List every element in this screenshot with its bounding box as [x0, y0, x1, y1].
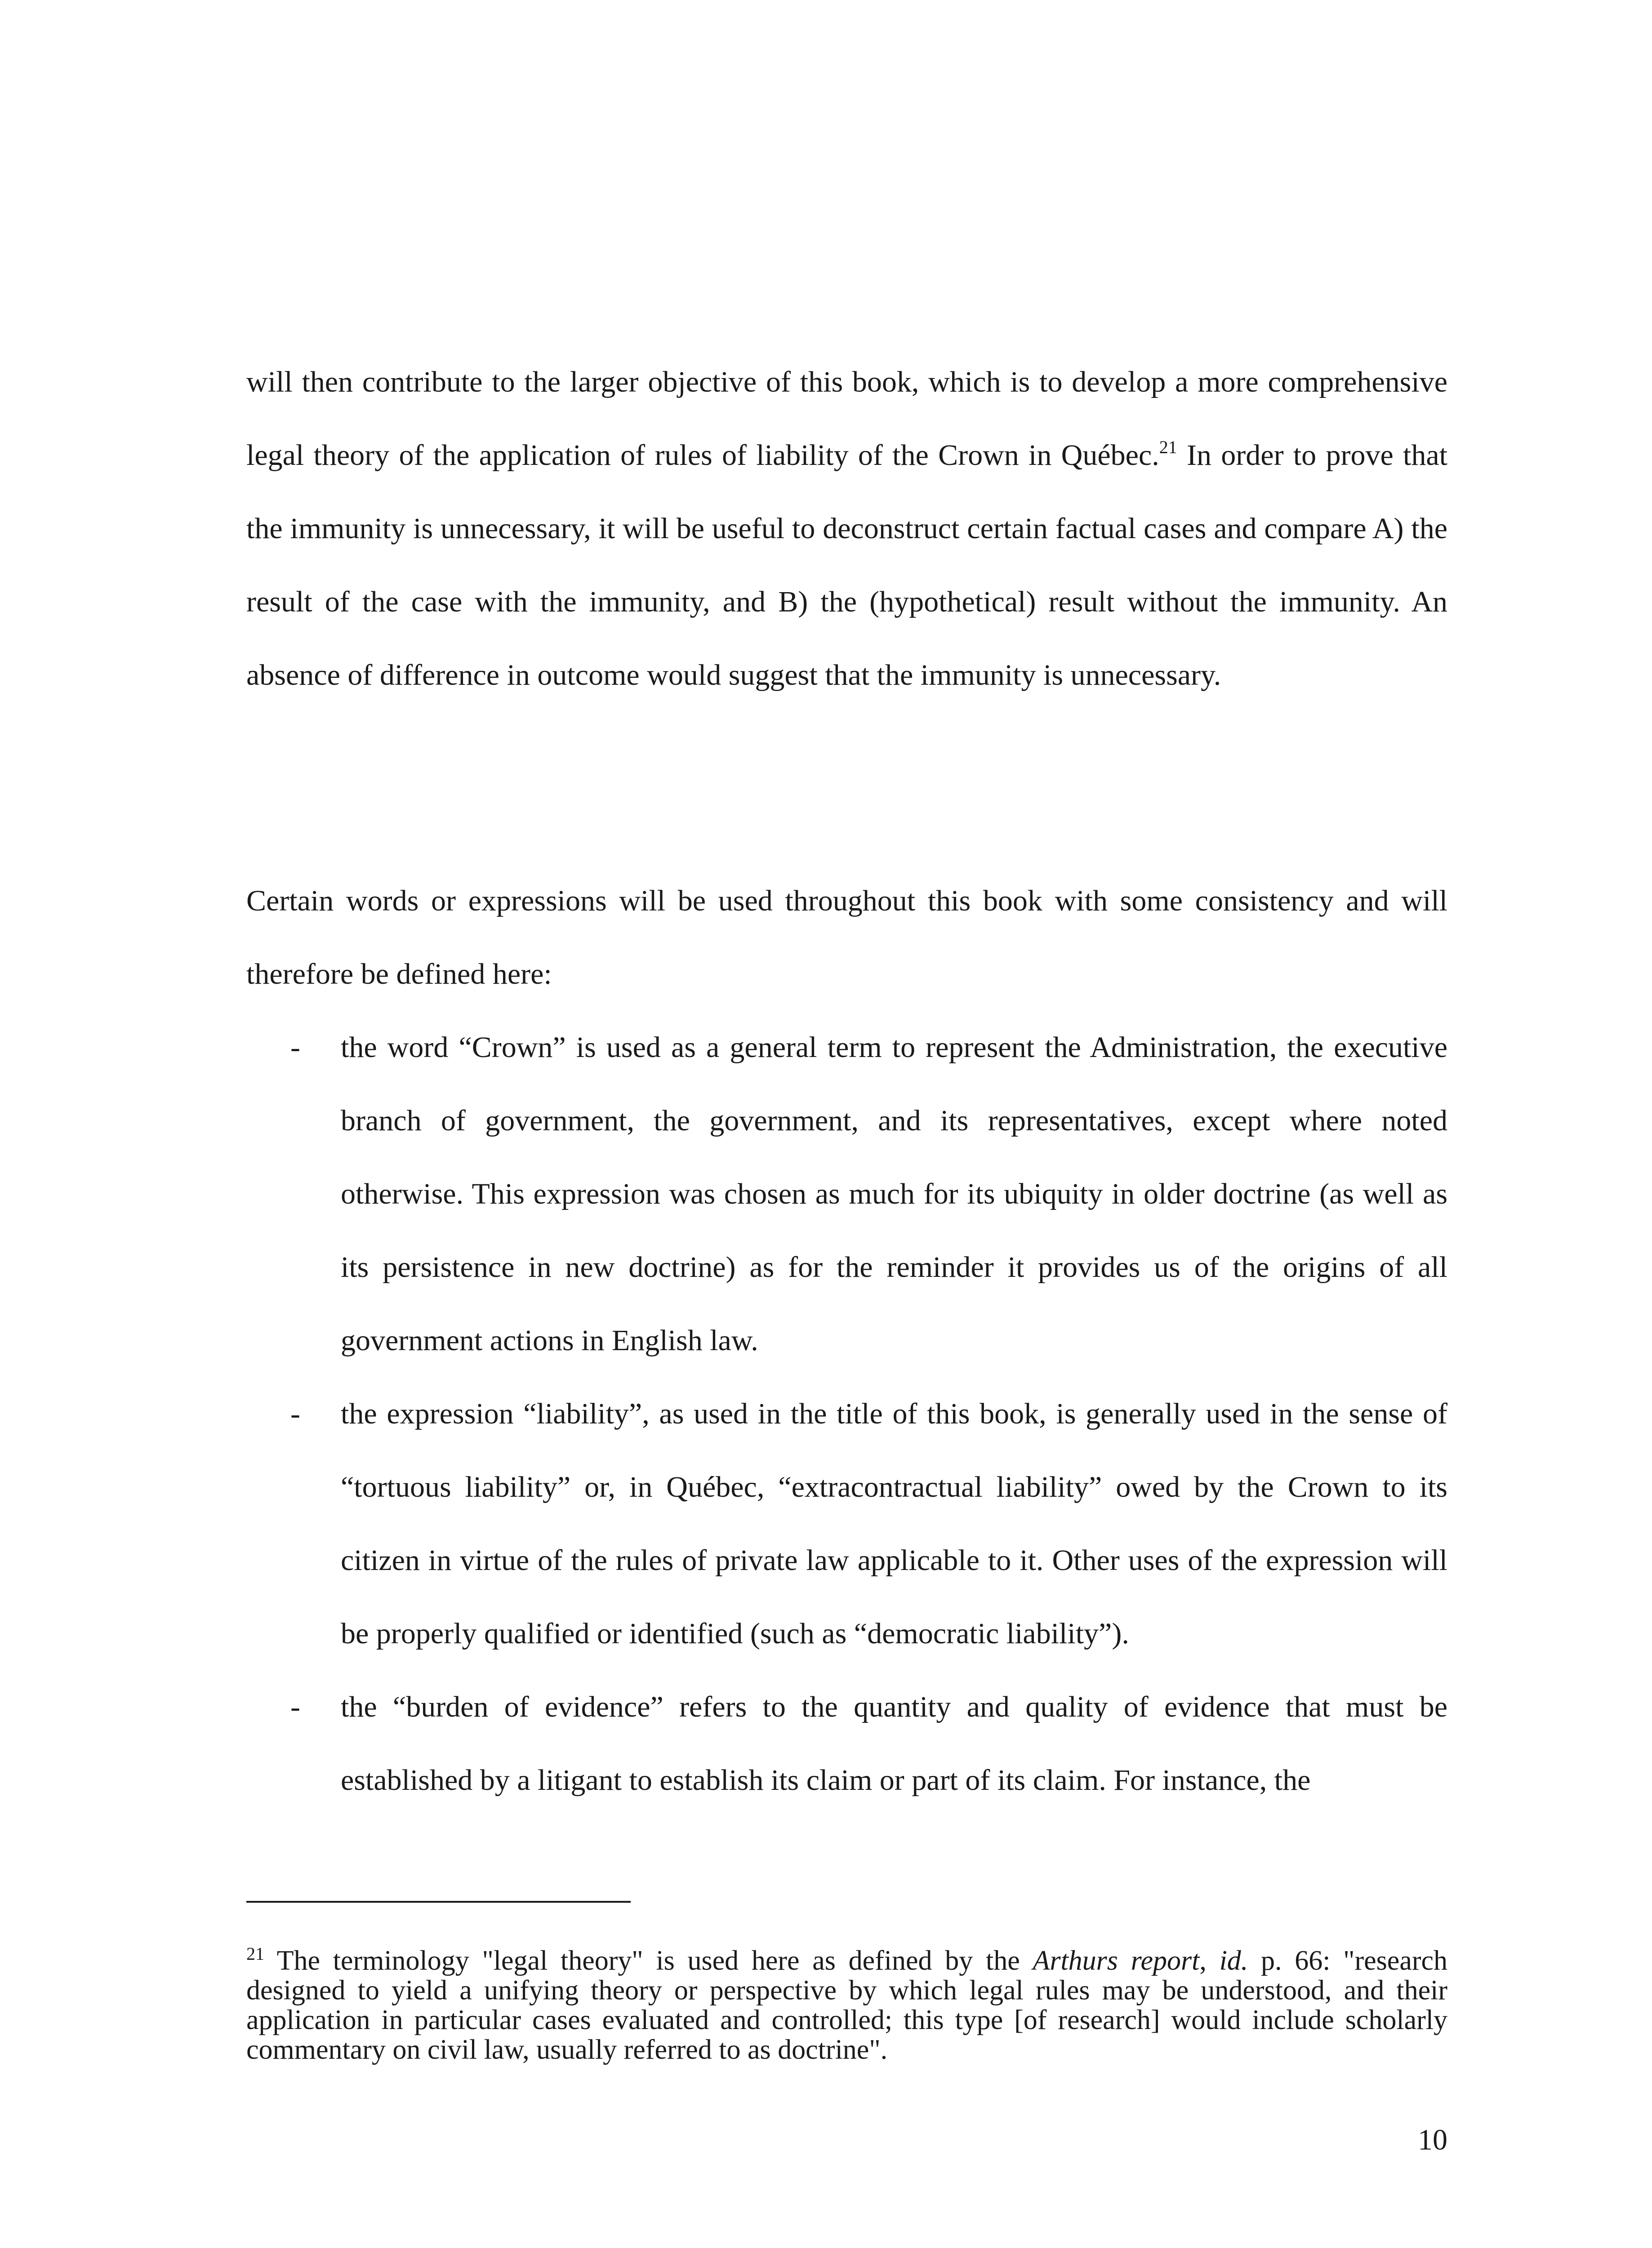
footnote-number: 21: [246, 1944, 264, 1964]
definitions-intro: Certain words or expressions will be used throughout this book with some consistency and will therefore be defined here:: [246, 884, 1447, 990]
paragraph-1-text-a: will then contribute to the larger objective of this book, which is to develop a more comprehensive legal theory of the application of rules of liability of the Crown in Québec.: [246, 366, 1447, 472]
footnote-separator: [246, 1901, 631, 1903]
footnote-text-a: The terminology "legal theory" is used here as defined by the: [264, 1945, 1033, 1976]
definition-text: the expression “liability”, as used in the title of this book, is generally used in the sense of “tortuous liability” or, in Québec, “extracontractual liability” owed by the Crown to its citizen in virtue of the rules of private law applicable to it. Other uses of the expression will be properly qualified or identified (such as “democratic liability”).: [341, 1397, 1447, 1650]
footnote-italic-arthurs-report: Arthurs report: [1033, 1945, 1200, 1976]
list-dash-marker: -: [290, 1031, 300, 1064]
definition-text: the word “Crown” is used as a general term to represent the Administration, the executive branch of government, the government, and its representatives, except where noted otherwise. This expression was chosen as much for its ubiquity in older doctrine (as well as its persistence in new doctrine) as for the reminder it provides us of the origins of all government actions in English law.: [341, 1031, 1447, 1357]
footnote-21: [246, 1946, 1447, 2065]
definition-item-crown: [246, 1011, 1447, 1377]
list-dash-marker: -: [290, 1397, 300, 1430]
definition-item-burden-of-evidence: [246, 1670, 1447, 1817]
footnote-text-b: ,: [1199, 1945, 1220, 1976]
paragraph-1-text-b: In order to prove that the immunity is unnecessary, it will be useful to deconstruct certain factual cases and compare A) the result of the case with the immunity, and B) the (hypothetical) result without the immunity. An absence of difference in outcome would suggest that the immunity is unnecessary.: [246, 439, 1448, 691]
footnote-reference-21[interactable]: 21: [1159, 437, 1177, 457]
definition-item-liability: [246, 1377, 1447, 1670]
body-paragraph-2: [246, 864, 1447, 1817]
footnote-italic-id: id.: [1219, 1945, 1248, 1976]
definition-text: the “burden of evidence” refers to the quantity and quality of evidence that must be established by a litigant to establish its claim or part of its claim. For instance, the: [341, 1690, 1447, 1797]
definitions-list: [246, 1011, 1447, 1817]
page-number: 10: [1418, 2123, 1447, 2156]
body-paragraph-1: [246, 345, 1447, 712]
footnote-text-c: p. 66: "research designed to yield a unifying theory or perspective by which legal rules may be understood, and their application in particular cases evaluated and controlled; this type [of research] would include scholarly commentary on civil law, usually referred to as doctrine".: [246, 1945, 1447, 2065]
list-dash-marker: -: [290, 1690, 300, 1723]
